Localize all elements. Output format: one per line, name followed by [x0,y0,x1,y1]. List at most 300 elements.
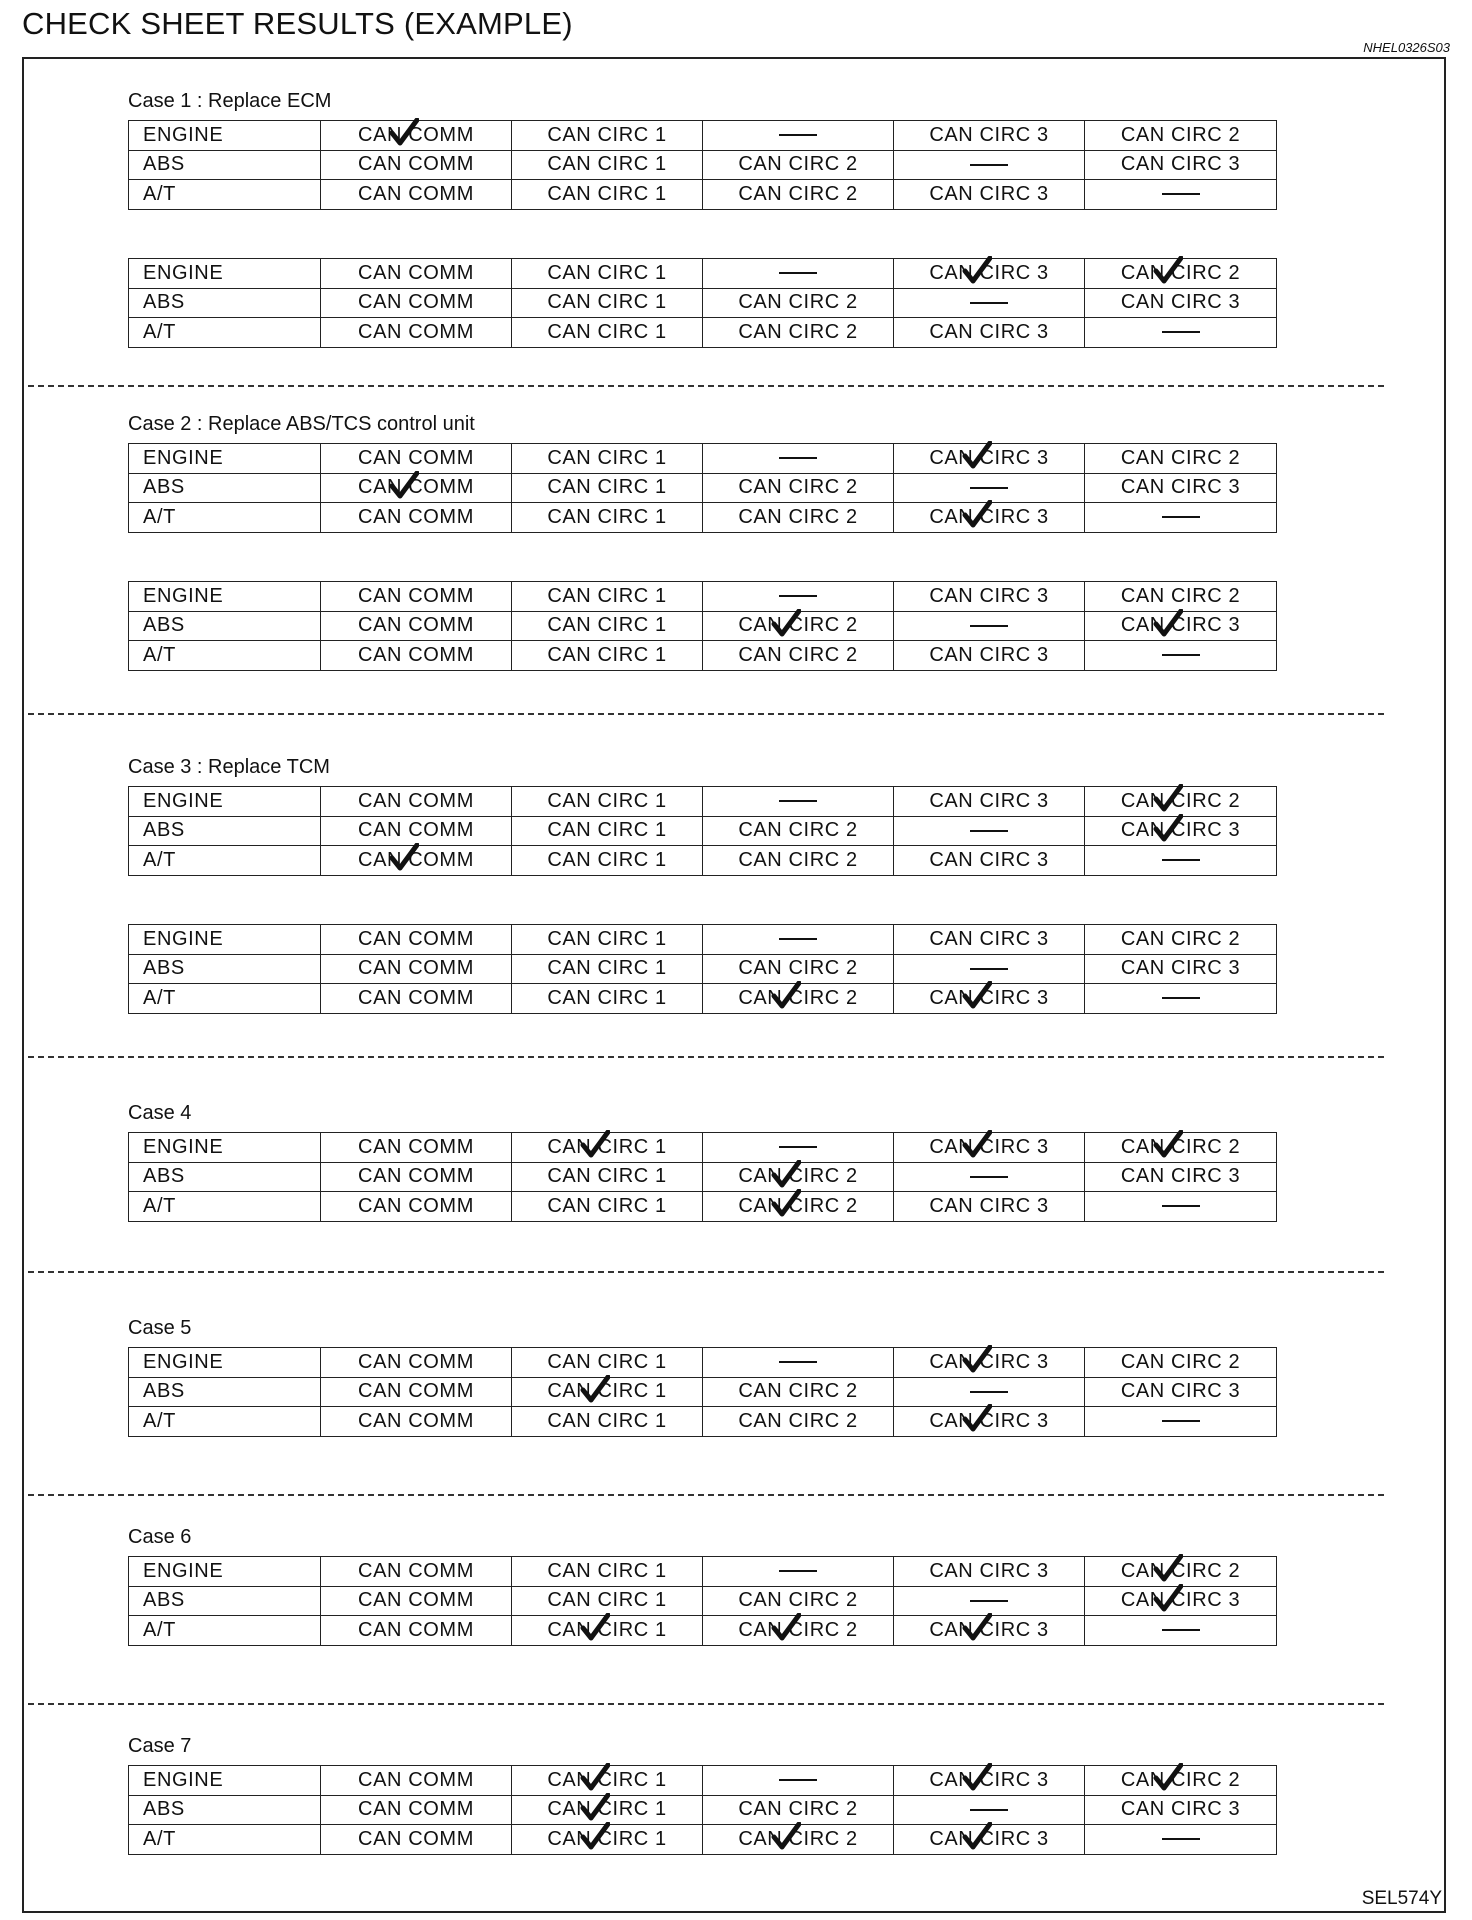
case-divider [28,385,1384,387]
check-table [128,443,1277,533]
item-cell [703,318,894,348]
empty-cell [703,925,894,955]
check-mark-icon [771,1160,801,1190]
system-label: ENGINE [129,1557,321,1587]
system-label: ENGINE [129,787,321,817]
item-label: CAN CIRC 2 [1120,123,1241,146]
empty-cell [894,1586,1085,1616]
item-label: CAN CIRC 1 [547,1194,667,1217]
item-label: CAN COMM [358,446,474,469]
table-row [129,318,1277,348]
case-title: Case 2 : Replace ABS/TCS control unit [128,413,475,435]
item-label: CAN CIRC 2 [1120,261,1241,284]
system-label: A/T [129,1616,321,1646]
dash-mark [779,1361,817,1363]
table-row [129,1586,1277,1616]
table-row [129,641,1277,671]
empty-cell [1085,180,1277,210]
item-label: CAN COMM [358,614,474,637]
item-cell [1085,1162,1277,1192]
dash-mark [1162,331,1200,333]
case-title: Case 1 : Replace ECM [128,90,332,112]
item-label: CAN CIRC 3 [929,1409,1049,1432]
item-cell [512,984,703,1014]
table-row [129,1162,1277,1192]
dash-mark [779,595,817,597]
empty-cell [1085,318,1277,348]
item-cell [321,1407,512,1437]
item-cell [512,1377,703,1407]
table-row [129,444,1277,474]
item-label: CAN CIRC 1 [547,476,667,499]
item-cell [894,1766,1085,1796]
system-label: ENGINE [129,444,321,474]
empty-cell [894,150,1085,180]
item-label: CAN CIRC 3 [929,1559,1049,1582]
item-label: CAN CIRC 2 [738,291,858,314]
system-label: ENGINE [129,1348,321,1378]
item-label: CAN CIRC 2 [738,182,858,205]
item-label: CAN COMM [358,1409,474,1432]
item-label: CAN CIRC 3 [929,789,1049,812]
item-label: CAN CIRC 1 [547,1827,667,1850]
item-label: CAN COMM [358,1350,474,1373]
check-table [128,924,1277,1014]
item-label: CAN CIRC 2 [738,614,858,637]
item-label: CAN CIRC 3 [929,927,1049,950]
item-cell [1085,121,1277,151]
item-label: CAN CIRC 1 [547,1380,667,1403]
empty-cell [894,816,1085,846]
system-label: A/T [129,1192,321,1222]
item-label: CAN CIRC 2 [738,986,858,1009]
item-cell [703,1616,894,1646]
item-cell [1085,1795,1277,1825]
document-code: NHEL0326S03 [1363,40,1450,55]
table-row [129,954,1277,984]
check-mark-icon [962,1404,992,1434]
item-label: CAN CIRC 1 [547,446,667,469]
empty-cell [703,787,894,817]
table-row [129,582,1277,612]
dash-mark [779,134,817,136]
item-cell [894,984,1085,1014]
check-mark-icon [771,1189,801,1219]
check-mark-icon [962,1763,992,1793]
item-label: CAN CIRC 2 [738,1827,858,1850]
check-mark-icon [771,1613,801,1643]
item-cell [1085,925,1277,955]
item-label: CAN CIRC 1 [547,789,667,812]
check-mark-icon [1153,784,1183,814]
item-cell [512,925,703,955]
item-cell [512,503,703,533]
check-mark-icon [1153,256,1183,286]
table-row [129,121,1277,151]
item-cell [1085,1557,1277,1587]
system-label: ABS [129,1586,321,1616]
item-label: CAN CIRC 3 [1120,153,1241,176]
system-label: ABS [129,288,321,318]
check-mark-icon [771,981,801,1011]
item-cell [321,925,512,955]
item-cell [1085,1766,1277,1796]
system-label: ENGINE [129,259,321,289]
item-label: CAN CIRC 1 [547,1165,667,1188]
empty-cell [1085,1407,1277,1437]
item-label: CAN CIRC 1 [547,643,667,666]
dash-mark [779,938,817,940]
table-row [129,1192,1277,1222]
item-cell [512,318,703,348]
check-table [128,258,1277,348]
item-cell [703,503,894,533]
system-label: A/T [129,1825,321,1855]
item-cell [1085,816,1277,846]
item-cell [1085,150,1277,180]
system-label: ENGINE [129,582,321,612]
case-divider [28,1056,1384,1058]
table-row [129,925,1277,955]
item-cell [512,611,703,641]
table-row [129,150,1277,180]
check-mark-icon [1153,1130,1183,1160]
dash-mark [1162,654,1200,656]
item-label: CAN CIRC 2 [1120,1559,1241,1582]
item-label: CAN CIRC 3 [929,643,1049,666]
dash-mark [779,457,817,459]
dash-mark [970,1809,1008,1811]
item-cell [703,641,894,671]
item-cell [321,611,512,641]
dash-mark [1162,1420,1200,1422]
figure-id: SEL574Y [1361,1888,1442,1909]
table-row [129,180,1277,210]
case-divider [28,1271,1384,1273]
item-cell [321,1348,512,1378]
item-label: CAN CIRC 1 [547,1350,667,1373]
table-row [129,1407,1277,1437]
check-mark-icon [962,981,992,1011]
empty-cell [703,444,894,474]
case-title: Case 6 [128,1526,192,1548]
item-label: CAN CIRC 3 [929,505,1049,528]
item-cell [894,180,1085,210]
table-row [129,503,1277,533]
check-mark-icon [771,1822,801,1852]
case-title: Case 4 [128,1102,192,1124]
table-row [129,984,1277,1014]
item-cell [321,846,512,876]
item-cell [321,816,512,846]
table-row [129,1133,1277,1163]
item-label: CAN CIRC 3 [929,1350,1049,1373]
item-label: CAN CIRC 3 [1120,614,1241,637]
item-label: CAN CIRC 3 [929,123,1049,146]
item-cell [321,641,512,671]
table-row [129,611,1277,641]
system-label: ENGINE [129,1766,321,1796]
dash-mark [970,487,1008,489]
item-cell [894,1825,1085,1855]
item-label: CAN COMM [358,848,474,871]
system-label: A/T [129,503,321,533]
item-label: CAN CIRC 2 [738,320,858,343]
system-label: A/T [129,846,321,876]
table-row [129,259,1277,289]
dash-mark [1162,997,1200,999]
item-cell [321,954,512,984]
system-label: ABS [129,954,321,984]
item-cell [512,1825,703,1855]
empty-cell [1085,1616,1277,1646]
check-mark-icon [962,1130,992,1160]
item-cell [1085,582,1277,612]
item-label: CAN CIRC 2 [738,1798,858,1821]
page-title: CHECK SHEET RESULTS (EXAMPLE) [22,6,573,41]
check-table [128,1347,1277,1437]
check-mark-icon [580,1130,610,1160]
item-cell [703,1795,894,1825]
item-cell [894,1192,1085,1222]
item-label: CAN CIRC 1 [547,819,667,842]
item-cell [512,816,703,846]
table-row [129,846,1277,876]
item-label: CAN CIRC 1 [547,123,667,146]
item-cell [894,503,1085,533]
system-label: ABS [129,1377,321,1407]
table-row [129,1825,1277,1855]
item-cell [1085,1133,1277,1163]
dash-mark [1162,1838,1200,1840]
item-cell [512,180,703,210]
item-cell [703,1192,894,1222]
item-label: CAN CIRC 3 [929,1618,1049,1641]
item-label: CAN CIRC 2 [738,476,858,499]
item-cell [321,473,512,503]
dash-mark [970,830,1008,832]
item-cell [703,1407,894,1437]
item-label: CAN COMM [358,182,474,205]
item-cell [894,444,1085,474]
item-cell [321,444,512,474]
item-cell [512,121,703,151]
item-label: CAN CIRC 1 [547,505,667,528]
item-cell [512,582,703,612]
item-cell [512,846,703,876]
check-mark-icon [580,1375,610,1405]
table-row [129,1795,1277,1825]
check-mark-icon [1153,1763,1183,1793]
item-cell [512,473,703,503]
dash-mark [970,1176,1008,1178]
dash-mark [1162,516,1200,518]
item-label: CAN CIRC 1 [547,927,667,950]
system-label: ABS [129,1795,321,1825]
case-title: Case 5 [128,1317,192,1339]
item-cell [1085,444,1277,474]
check-mark-icon [389,843,419,873]
system-label: ABS [129,150,321,180]
item-label: CAN CIRC 2 [738,505,858,528]
empty-cell [703,1348,894,1378]
table-row [129,816,1277,846]
item-cell [321,503,512,533]
item-cell [321,121,512,151]
item-label: CAN COMM [358,643,474,666]
item-cell [894,259,1085,289]
item-label: CAN CIRC 1 [547,1798,667,1821]
table-row [129,1348,1277,1378]
item-cell [1085,1348,1277,1378]
check-table [128,1132,1277,1222]
check-mark-icon [1153,1554,1183,1584]
item-label: CAN CIRC 1 [547,182,667,205]
item-label: CAN CIRC 2 [738,1194,858,1217]
case-title: Case 3 : Replace TCM [128,756,330,778]
item-label: CAN CIRC 2 [738,153,858,176]
check-mark-icon [389,118,419,148]
system-label: A/T [129,984,321,1014]
check-mark-icon [580,1763,610,1793]
item-cell [703,1377,894,1407]
item-label: CAN CIRC 2 [1120,584,1241,607]
case-divider [28,1494,1384,1496]
item-label: CAN CIRC 3 [929,1135,1049,1158]
item-label: CAN COMM [358,927,474,950]
item-cell [512,1616,703,1646]
item-label: CAN CIRC 2 [1120,789,1241,812]
empty-cell [703,1766,894,1796]
item-cell [321,787,512,817]
check-mark-icon [962,1613,992,1643]
item-cell [1085,611,1277,641]
check-mark-icon [1153,609,1183,639]
item-label: CAN CIRC 1 [547,1589,667,1612]
system-label: ABS [129,473,321,503]
item-label: CAN CIRC 2 [738,1165,858,1188]
item-cell [321,582,512,612]
item-label: CAN CIRC 1 [547,1768,667,1791]
item-label: CAN CIRC 1 [547,1409,667,1432]
empty-cell [894,954,1085,984]
dash-mark [970,968,1008,970]
system-label: A/T [129,641,321,671]
dash-mark [970,302,1008,304]
item-cell [1085,288,1277,318]
dash-mark [1162,193,1200,195]
item-cell [321,1377,512,1407]
case-title: Case 7 [128,1735,192,1757]
item-cell [894,318,1085,348]
item-cell [1085,259,1277,289]
item-label: CAN COMM [358,320,474,343]
item-cell [703,1162,894,1192]
item-label: CAN CIRC 3 [1120,1589,1241,1612]
item-label: CAN COMM [358,123,474,146]
item-cell [321,259,512,289]
item-cell [703,288,894,318]
item-cell [894,121,1085,151]
item-label: CAN CIRC 2 [738,643,858,666]
item-cell [321,318,512,348]
system-label: ABS [129,816,321,846]
item-label: CAN CIRC 2 [1120,446,1241,469]
item-label: CAN CIRC 2 [738,1618,858,1641]
item-cell [512,1557,703,1587]
item-label: CAN CIRC 3 [1120,476,1241,499]
item-label: CAN CIRC 3 [929,986,1049,1009]
item-cell [894,582,1085,612]
empty-cell [894,473,1085,503]
system-label: ENGINE [129,925,321,955]
item-cell [703,954,894,984]
item-label: CAN COMM [358,153,474,176]
item-cell [321,1162,512,1192]
item-cell [703,473,894,503]
dash-mark [779,272,817,274]
item-label: CAN CIRC 1 [547,291,667,314]
table-row [129,288,1277,318]
table-row [129,473,1277,503]
item-label: CAN CIRC 3 [929,446,1049,469]
item-cell [512,1766,703,1796]
check-mark-icon [962,256,992,286]
item-cell [512,1795,703,1825]
item-cell [1085,1586,1277,1616]
item-cell [1085,1377,1277,1407]
case-divider [28,713,1384,715]
item-cell [512,954,703,984]
item-cell [321,1795,512,1825]
empty-cell [894,1795,1085,1825]
item-cell [1085,954,1277,984]
check-table [128,120,1277,210]
item-label: CAN CIRC 1 [547,1618,667,1641]
item-label: CAN CIRC 3 [929,1827,1049,1850]
check-mark-icon [580,1822,610,1852]
item-label: CAN COMM [358,1194,474,1217]
item-label: CAN COMM [358,1559,474,1582]
dash-mark [970,1600,1008,1602]
item-cell [512,150,703,180]
item-cell [894,1133,1085,1163]
check-mark-icon [771,609,801,639]
item-label: CAN CIRC 3 [1120,819,1241,842]
item-cell [512,444,703,474]
system-label: ABS [129,1162,321,1192]
item-label: CAN COMM [358,1768,474,1791]
item-cell [321,150,512,180]
dash-mark [970,1391,1008,1393]
empty-cell [894,1162,1085,1192]
system-label: ENGINE [129,121,321,151]
item-label: CAN CIRC 3 [929,320,1049,343]
item-label: CAN COMM [358,1380,474,1403]
item-label: CAN CIRC 2 [738,1409,858,1432]
dash-mark [970,625,1008,627]
empty-cell [703,1557,894,1587]
empty-cell [894,611,1085,641]
empty-cell [1085,641,1277,671]
item-cell [512,1192,703,1222]
dash-mark [779,1779,817,1781]
check-table [128,1765,1277,1855]
table-row [129,1377,1277,1407]
item-cell [321,1557,512,1587]
item-cell [703,984,894,1014]
item-cell [512,1407,703,1437]
